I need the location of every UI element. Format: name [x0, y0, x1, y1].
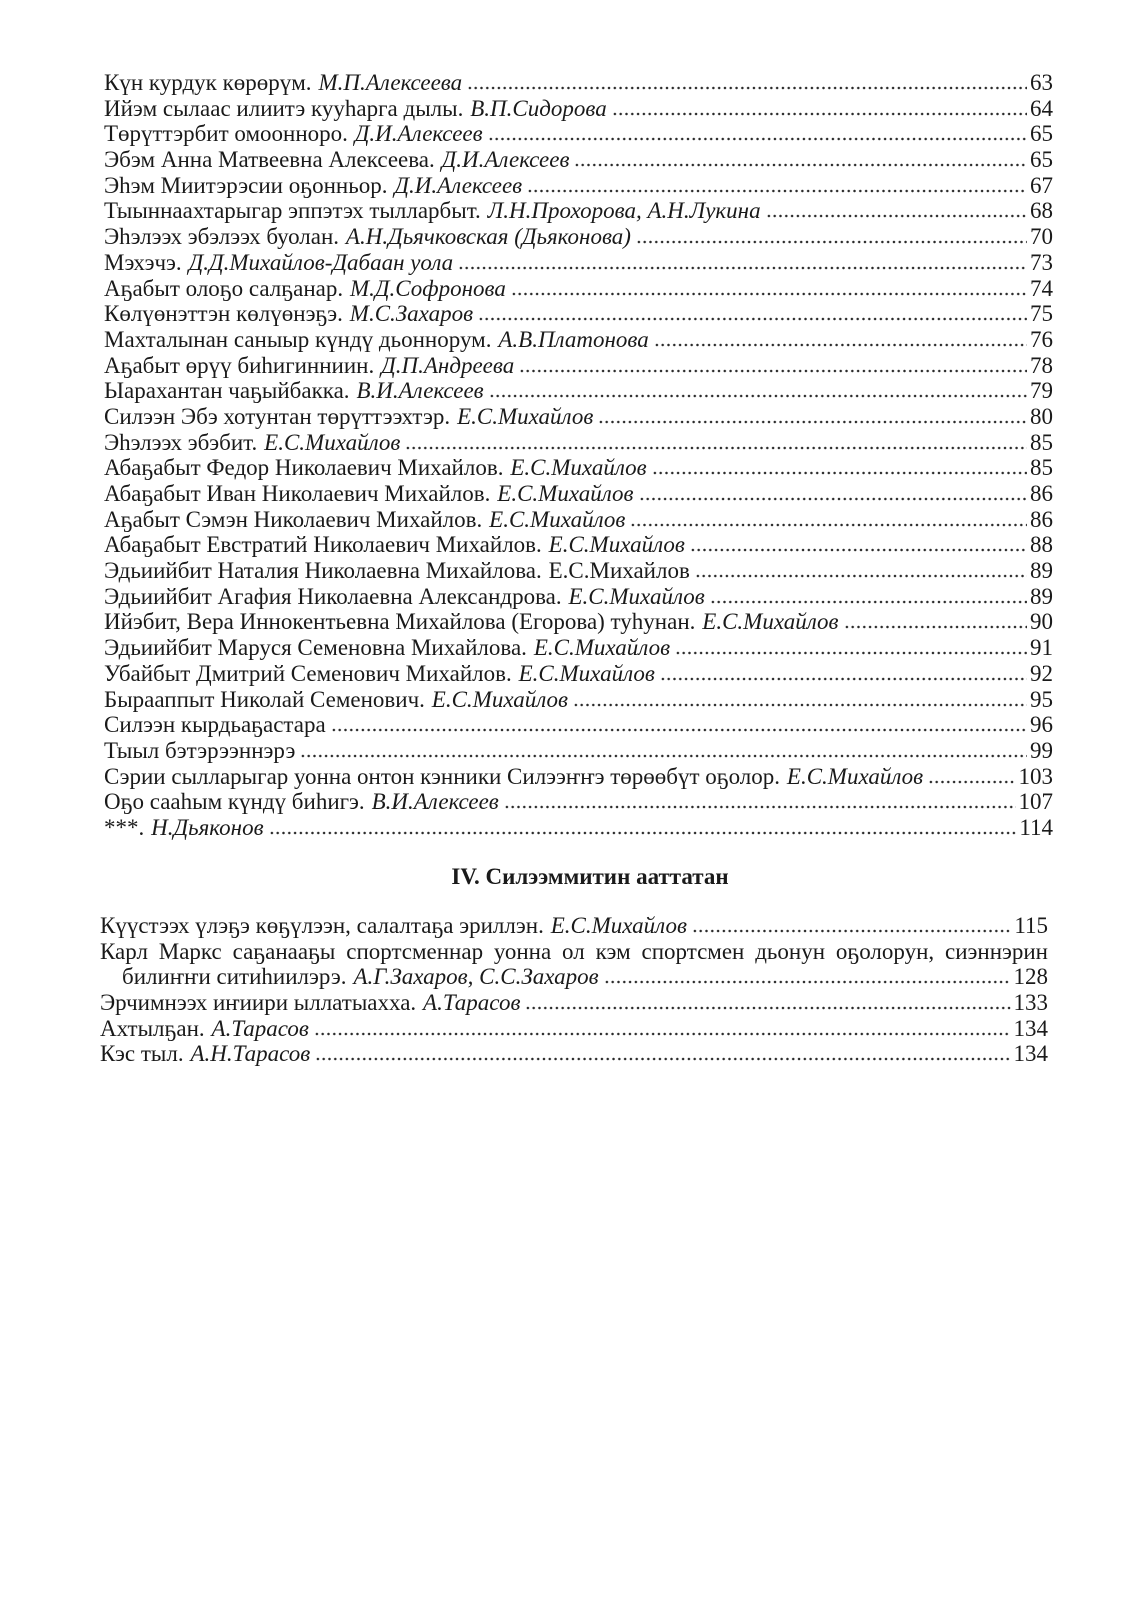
toc-entry [104, 301, 1053, 327]
page-number: 76 [1030, 326, 1053, 352]
dot-leader [314, 1032, 1011, 1036]
page-number: 63 [1030, 70, 1053, 95]
page-number: 68 [1030, 198, 1053, 224]
entry-title: Эдьиийбит Наталия Николаевна Михайлова. [104, 558, 542, 584]
page-number: 114 [1019, 814, 1053, 840]
entry-author: Е.С.Михайлов [786, 763, 924, 789]
entry-title: Эһэлээх эбэлээх буолан. [104, 224, 340, 250]
page-number: 65 [1030, 121, 1053, 147]
entry-author: М.П.Алексеева [318, 70, 463, 95]
dot-leader [519, 369, 1027, 373]
entry-title: Ыарахантан чаҕыйбакка. [104, 378, 350, 404]
dot-leader [573, 703, 1027, 707]
dot-leader [458, 266, 1027, 270]
dot-leader [467, 86, 1027, 90]
toc-entry [104, 584, 1053, 610]
entry-title: Ийэм сылаас илиитэ кууһарга дылы. [104, 95, 464, 121]
entry-author: Л.Н.Прохорова, А.Н.Лукина [487, 198, 761, 224]
entry-title: Убайбыт Дмитрий Семенович Михайлов. [104, 660, 512, 686]
page-number: 86 [1030, 506, 1053, 532]
entry-author: А.Н.Дьячковская (Дьяконова) [345, 224, 631, 250]
entry-author: Д.Д.Михайлов-Дабаан уола [188, 249, 454, 275]
dot-leader [574, 163, 1027, 167]
dot-leader [527, 189, 1027, 193]
entry-author: В.П.Сидорова [470, 95, 607, 121]
dot-leader [654, 343, 1027, 347]
page-number: 90 [1030, 609, 1053, 635]
entry-title: Эдьиийбит Агафия Николаевна Александрова. [104, 583, 562, 609]
entry-title: Көлүөнэттэн көлүөнэҕэ. [104, 301, 343, 327]
page-number: 86 [1030, 481, 1053, 506]
contents-list-part4 [100, 913, 1048, 1067]
page-number: 128 [1013, 964, 1048, 990]
entry-title-line: Карл Маркс саҕанааҕы спортсменнар уонна ол кэм спортсмен дьонун оҕолорун, сиэннэрин [100, 938, 1048, 964]
entry-title: Абаҕабыт Федор Николаевич Михайлов. [104, 455, 504, 481]
page-number: 95 [1030, 686, 1053, 712]
entry-title: Аҕабыт Сэмэн Николаевич Михайлов. [104, 506, 483, 532]
entry-title: Силээн Эбэ хотунтан төрүттээхтэр. [104, 403, 451, 429]
toc-entry [104, 198, 1053, 224]
toc-entry [104, 687, 1053, 713]
toc-entry [104, 173, 1053, 199]
entry-author: Е.С.Михайлов [497, 481, 634, 506]
dot-leader [692, 929, 1011, 933]
page-number: 89 [1030, 558, 1053, 584]
toc-entry [104, 635, 1053, 661]
toc-entry [104, 276, 1053, 302]
dot-leader [766, 214, 1027, 218]
page-number: 103 [1018, 763, 1053, 789]
dot-leader [928, 780, 1015, 784]
entry-title: Силээн кырдьаҕастара [104, 712, 326, 738]
toc-entry [100, 913, 1048, 939]
page-number: 79 [1030, 378, 1053, 404]
entry-author: Е.С.Михайлов [533, 635, 671, 661]
toc-entry [104, 378, 1053, 404]
contents-list [104, 70, 1053, 841]
toc-entry [104, 609, 1053, 635]
entry-author: Е.С.Михайлов [489, 506, 626, 532]
dot-leader [511, 292, 1027, 296]
toc-entry [104, 70, 1053, 96]
entry-title: Күүстээх үлэҕэ көҕүлээн, салалтаҕа эриллэн. [100, 913, 544, 938]
page-number: 99 [1030, 737, 1053, 763]
page-number: 75 [1030, 301, 1053, 327]
entry-title: Аҕабыт олоҕо салҕанар. [104, 275, 344, 301]
page-number: 88 [1030, 532, 1053, 558]
dot-leader [636, 240, 1027, 244]
page-number: 80 [1030, 403, 1053, 429]
entry-author: В.И.Алексеев [371, 789, 499, 815]
entry-title: билиҥҥи ситиһиилэрэ. [122, 964, 347, 990]
entry-title: Эбэм Анна Матвеевна Алексеева. [104, 147, 435, 173]
dot-leader [604, 980, 1011, 984]
toc-entry [104, 96, 1053, 122]
page-number: 89 [1030, 583, 1053, 609]
dot-leader [710, 600, 1027, 604]
entry-title: Абаҕабыт Евстратий Николаевич Михайлов. [104, 532, 542, 558]
toc-entry [104, 712, 1053, 738]
entry-author: Д.И.Алексеев [354, 121, 483, 147]
toc-entry [104, 764, 1053, 790]
entry-author: А.Г.Захаров, С.С.Захаров [353, 964, 599, 990]
entry-author: Д.И.Алексеев [441, 147, 570, 173]
page-number: 133 [1013, 990, 1048, 1016]
toc-entry [104, 250, 1053, 276]
dot-leader [489, 394, 1027, 398]
entry-author: Е.С.Михайлов [431, 686, 569, 712]
toc-entry [104, 353, 1053, 379]
entry-author: Д.П.Андреева [381, 352, 515, 378]
toc-entry [100, 1041, 1048, 1067]
page-number: 73 [1030, 249, 1053, 275]
dot-leader [695, 574, 1027, 578]
page-number: 92 [1030, 660, 1053, 686]
entry-author: Н.Дьяконов [151, 814, 264, 840]
entry-title: Сэрии сылларыгар уонна онтон кэнники Силээҥҥэ төрөөбүт оҕолор. [104, 763, 781, 789]
toc-entry [104, 147, 1053, 173]
page-number: 91 [1030, 635, 1053, 661]
toc-entry [104, 558, 1053, 584]
dot-leader [630, 523, 1027, 527]
page-number: 67 [1030, 172, 1053, 198]
entry-title: Тыыл бэтэрээннэрэ [104, 737, 296, 763]
toc-entry [104, 532, 1053, 558]
entry-author: Е.С.Михайлов [548, 532, 685, 558]
page-number: 78 [1030, 352, 1053, 378]
page-number: 64 [1030, 95, 1053, 121]
entry-author: Е.С.Михайлов [518, 660, 655, 686]
entry-author: А.Н.Тарасов [190, 1041, 311, 1067]
page-number: 134 [1013, 1041, 1048, 1067]
entry-title: Эһэм Миитэрэсии оҕонньор. [104, 172, 388, 198]
page-number: 96 [1030, 712, 1053, 738]
entry-title: Бырааппыт Николай Семенович. [104, 686, 425, 712]
entry-author: Е.С.Михайлов [702, 609, 839, 635]
entry-author: Е.С.Михайлов [568, 583, 705, 609]
page-number: 85 [1030, 429, 1053, 455]
entry-author: Д.И.Алексеев [394, 172, 523, 198]
section-heading: IV. Силээммитин ааттатан [451, 864, 729, 889]
toc-entry [100, 964, 1048, 990]
toc-entry [104, 455, 1053, 481]
entry-title: Күн курдук көрөрүм. [104, 70, 312, 95]
entry-title: Махталынан саныыр күндү дьоннорум. [104, 326, 492, 352]
dot-leader [612, 112, 1027, 116]
dot-leader [598, 420, 1027, 424]
toc-entry [104, 121, 1053, 147]
entry-author: М.Д.Софронова [350, 275, 506, 301]
toc-entry [104, 661, 1053, 687]
dot-leader [405, 446, 1027, 450]
entry-author: А.В.Платонова [498, 326, 649, 352]
entry-title: Кэс тыл. [100, 1041, 184, 1067]
entry-title: Тыыннаахтарыгар эппэтэх тылларбыт. [104, 198, 481, 224]
page-number: 70 [1030, 224, 1053, 250]
dot-leader [331, 728, 1027, 732]
entry-title: Эрчимнээх иҥиири ыллатыахха. [100, 990, 417, 1016]
toc-entry [104, 224, 1053, 250]
entry-title: Ахтылҕан. [100, 1015, 205, 1041]
entry-author: Е.С.Михайлов [550, 913, 687, 938]
dot-leader [652, 471, 1027, 475]
dot-leader [300, 754, 1027, 758]
entry-author: Е.С.Михайлов [264, 429, 401, 455]
entry-title: Абаҕабыт Иван Николаевич Михайлов. [104, 481, 491, 506]
dot-leader [488, 137, 1027, 141]
page-number: 115 [1014, 913, 1048, 938]
toc-entry [100, 990, 1048, 1016]
entry-author: А.Тарасов [211, 1015, 309, 1041]
entry-author: Е.С.Михайлов [548, 558, 690, 584]
entry-author: М.С.Захаров [349, 301, 474, 327]
dot-leader [525, 1006, 1010, 1010]
toc-entry [104, 404, 1053, 430]
toc-entry [104, 507, 1053, 533]
toc-entry [104, 789, 1053, 815]
entry-title: Ийэбит, Вера Иннокентьевна Михайлова (Егорова) туһунан. [104, 609, 696, 635]
toc-entry [104, 481, 1053, 507]
entry-title: ***. [104, 814, 145, 840]
page-number: 134 [1013, 1015, 1048, 1041]
dot-leader [315, 1057, 1010, 1061]
toc-entry [104, 738, 1053, 764]
dot-leader [269, 831, 1017, 835]
entry-author: Е.С.Михайлов [510, 455, 647, 481]
entry-title: Төрүттэрбит омоонноро. [104, 121, 348, 147]
entry-author: Е.С.Михайлов [457, 403, 594, 429]
dot-leader [504, 805, 1016, 809]
dot-leader [844, 625, 1027, 629]
dot-leader [660, 677, 1027, 681]
page-number: 74 [1030, 275, 1053, 301]
page-number: 85 [1030, 455, 1053, 481]
entry-title: Аҕабыт өрүү биһигинниин. [104, 352, 375, 378]
page-number: 107 [1018, 789, 1053, 815]
toc-entry [104, 327, 1053, 353]
entry-title: Оҕо сааһым күндү биһигэ. [104, 789, 365, 815]
dot-leader [639, 497, 1027, 501]
toc-entry [104, 815, 1053, 841]
dot-leader [690, 548, 1027, 552]
dot-leader [675, 651, 1027, 655]
entry-title: Мэхэчэ. [104, 249, 182, 275]
toc-entry [104, 430, 1053, 456]
entry-author: А.Тарасов [423, 990, 521, 1016]
page-number: 65 [1030, 147, 1053, 173]
entry-title: Эдьиийбит Маруся Семеновна Михайлова. [104, 635, 527, 661]
entry-author: В.И.Алексеев [356, 378, 484, 404]
dot-leader [478, 317, 1027, 321]
entry-title: Эһэлээх эбэбит. [104, 429, 258, 455]
toc-entry [100, 1016, 1048, 1042]
